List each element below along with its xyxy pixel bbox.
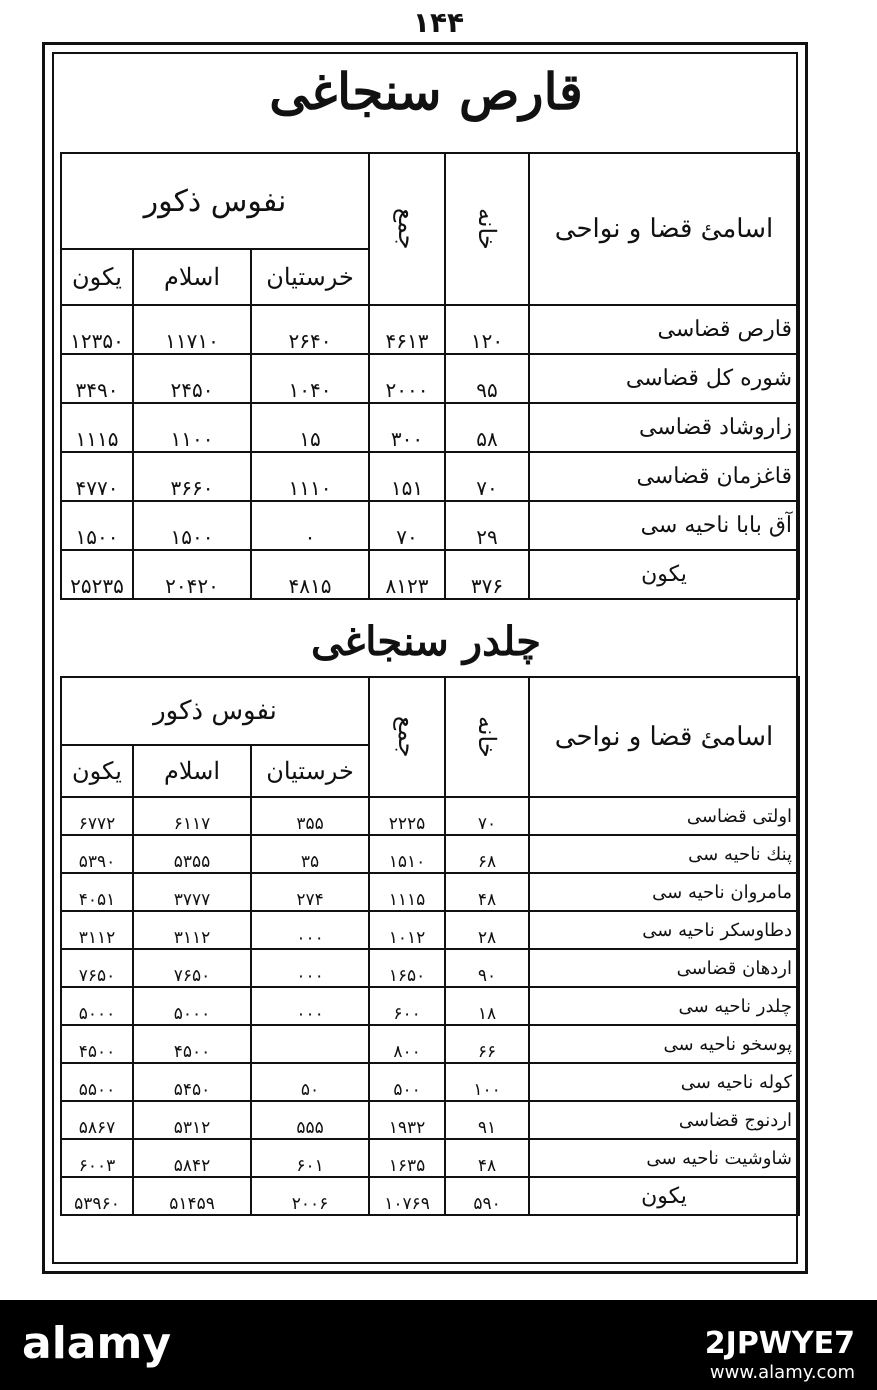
watermark-bar — [0, 1300, 877, 1390]
sum-count: ۱۱۱۵ — [369, 873, 445, 911]
household-count: ۵۸ — [445, 403, 529, 452]
islam-count: ۵۰۰۰ — [133, 987, 251, 1025]
table-row — [61, 1025, 799, 1063]
male-population-header: نفوس ذكور — [61, 153, 369, 249]
sum-count: ۲۰۰۰ — [369, 354, 445, 403]
sum-column-header: جمع — [369, 677, 445, 797]
district-name: آق بابا ناحیه سی — [529, 501, 799, 550]
household-count: ۱۰۰ — [445, 1063, 529, 1101]
total-count: ۵۳۹۰ — [61, 835, 133, 873]
sum-column-header: جمع — [369, 153, 445, 305]
total-count: ۷۶۵۰ — [61, 949, 133, 987]
district-name: قاغزمان قضاسی — [529, 452, 799, 501]
sum-total: ۸۱۲۳ — [369, 550, 445, 599]
household-count: ۶۸ — [445, 835, 529, 873]
christian-count: ۰۰۰ — [251, 949, 369, 987]
sum-count: ۵۰۰ — [369, 1063, 445, 1101]
table-row — [61, 1139, 799, 1177]
table-row — [61, 835, 799, 873]
sum-count: ۴۶۱۳ — [369, 305, 445, 354]
district-name: مامروان ناحیه سی — [529, 873, 799, 911]
district-name: اولتی قضاسی — [529, 797, 799, 835]
district-name: پنك ناحیه سی — [529, 835, 799, 873]
district-name: اردهان قضاسی — [529, 949, 799, 987]
christian-count: ۰۰۰ — [251, 911, 369, 949]
islam-count: ۴۵۰۰ — [133, 1025, 251, 1063]
islam-count: ۵۴۵۰ — [133, 1063, 251, 1101]
household-count: ۲۸ — [445, 911, 529, 949]
table-row — [61, 873, 799, 911]
islam-subheader: اسلام — [133, 745, 251, 797]
total-count: ۳۴۹۰ — [61, 354, 133, 403]
christian-count — [251, 1025, 369, 1063]
total-subheader: یكون — [61, 745, 133, 797]
islam-count: ۵۸۴۲ — [133, 1139, 251, 1177]
total-count: ۴۰۵۱ — [61, 873, 133, 911]
sum-count: ۷۰ — [369, 501, 445, 550]
sum-count: ۸۰۰ — [369, 1025, 445, 1063]
household-total: ۵۹۰ — [445, 1177, 529, 1215]
total-count: ۴۵۰۰ — [61, 1025, 133, 1063]
sum-count: ۲۲۲۵ — [369, 797, 445, 835]
islam-count: ۳۷۷۷ — [133, 873, 251, 911]
christian-total: ۴۸۱۵ — [251, 550, 369, 599]
islam-subheader: اسلام — [133, 249, 251, 305]
district-name: زاروشاد قضاسی — [529, 403, 799, 452]
name-column-header: اسامئ قضا و نواحی — [529, 677, 799, 797]
table-row — [61, 354, 799, 403]
total-count: ۶۷۷۲ — [61, 797, 133, 835]
household-count: ۶۶ — [445, 1025, 529, 1063]
sum-count: ۱۹۳۲ — [369, 1101, 445, 1139]
household-count: ۹۰ — [445, 949, 529, 987]
totals-label: یكون — [529, 550, 799, 599]
total-count: ۵۸۶۷ — [61, 1101, 133, 1139]
household-count: ۹۱ — [445, 1101, 529, 1139]
district-name: شوره كل قضاسی — [529, 354, 799, 403]
household-count: ۱۲۰ — [445, 305, 529, 354]
islam-count: ۶۱۱۷ — [133, 797, 251, 835]
watermark-brand: alamy — [22, 1318, 171, 1369]
watermark-image-id: 2JPWYE7 — [704, 1326, 855, 1361]
sum-count: ۳۰۰ — [369, 403, 445, 452]
total-count: ۱۱۱۵ — [61, 403, 133, 452]
christian-count: ۰۰۰ — [251, 987, 369, 1025]
sum-count: ۱۶۳۵ — [369, 1139, 445, 1177]
district-name: دطاوسكر ناحیه سی — [529, 911, 799, 949]
islam-total: ۵۱۴۵۹ — [133, 1177, 251, 1215]
table-row — [61, 1063, 799, 1101]
household-count: ۷۰ — [445, 797, 529, 835]
total-count: ۴۷۷۰ — [61, 452, 133, 501]
table-row — [61, 797, 799, 835]
table-row — [61, 452, 799, 501]
islam-count: ۱۵۰۰ — [133, 501, 251, 550]
household-column-header: خانه — [445, 677, 529, 797]
islam-count: ۲۴۵۰ — [133, 354, 251, 403]
christian-count: ۲۶۴۰ — [251, 305, 369, 354]
christian-subheader: خرستیان — [251, 249, 369, 305]
islam-total: ۲۰۴۲۰ — [133, 550, 251, 599]
sum-total: ۱۰۷۶۹ — [369, 1177, 445, 1215]
sum-count: ۱۵۱۰ — [369, 835, 445, 873]
christian-count: ۱۵ — [251, 403, 369, 452]
christian-count: ۱۰۴۰ — [251, 354, 369, 403]
christian-subheader: خرستیان — [251, 745, 369, 797]
christian-count: ۲۷۴ — [251, 873, 369, 911]
section2-title: چلدر سنجاغی — [310, 618, 542, 665]
household-count: ۱۸ — [445, 987, 529, 1025]
district-name: كوله ناحیه سی — [529, 1063, 799, 1101]
district-name: چلدر ناحیه سی — [529, 987, 799, 1025]
household-total: ۳۷۶ — [445, 550, 529, 599]
christian-count: ۱۱۱۰ — [251, 452, 369, 501]
total-count: ۱۵۰۰ — [61, 501, 133, 550]
total-subheader: یكون — [61, 249, 133, 305]
household-count: ۲۹ — [445, 501, 529, 550]
islam-count: ۷۶۵۰ — [133, 949, 251, 987]
total-count: ۶۰۰۳ — [61, 1139, 133, 1177]
islam-count: ۳۱۱۲ — [133, 911, 251, 949]
household-column-header: خانه — [445, 153, 529, 305]
totals-row — [61, 1177, 799, 1215]
household-count: ۹۵ — [445, 354, 529, 403]
christian-count: ۵۵۵ — [251, 1101, 369, 1139]
sum-count: ۱۶۵۰ — [369, 949, 445, 987]
table-row — [61, 1101, 799, 1139]
section2-table — [60, 676, 800, 1216]
totals-row — [61, 550, 799, 599]
christian-count: ۳۵ — [251, 835, 369, 873]
page-number: ۱۴۴ — [412, 6, 465, 39]
table-row — [61, 501, 799, 550]
male-population-header: نفوس ذكور — [61, 677, 369, 745]
household-count: ۷۰ — [445, 452, 529, 501]
islam-count: ۱۱۰۰ — [133, 403, 251, 452]
totals-label: یكون — [529, 1177, 799, 1215]
islam-count: ۵۳۵۵ — [133, 835, 251, 873]
household-count: ۴۸ — [445, 873, 529, 911]
total-count: ۵۰۰۰ — [61, 987, 133, 1025]
islam-count: ۵۳۱۲ — [133, 1101, 251, 1139]
total-count: ۳۱۱۲ — [61, 911, 133, 949]
islam-count: ۳۶۶۰ — [133, 452, 251, 501]
table-row — [61, 987, 799, 1025]
household-count: ۴۸ — [445, 1139, 529, 1177]
sum-count: ۱۵۱ — [369, 452, 445, 501]
district-name: قارص قضاسی — [529, 305, 799, 354]
total-count: ۱۲۳۵۰ — [61, 305, 133, 354]
name-column-header: اسامئ قضا و نواحی — [529, 153, 799, 305]
sum-count: ۱۰۱۲ — [369, 911, 445, 949]
table-row — [61, 403, 799, 452]
district-name: اردنوج قضاسی — [529, 1101, 799, 1139]
christian-count: ۵۰ — [251, 1063, 369, 1101]
christian-count: ۶۰۱ — [251, 1139, 369, 1177]
table-row — [61, 949, 799, 987]
district-name: شاوشیت ناحیه سی — [529, 1139, 799, 1177]
section1-table — [60, 152, 800, 600]
sum-count: ۶۰۰ — [369, 987, 445, 1025]
christian-count: ۳۵۵ — [251, 797, 369, 835]
section1-title: قارص سنجاغی — [269, 62, 583, 121]
grand-total: ۵۳۹۶۰ — [61, 1177, 133, 1215]
islam-count: ۱۱۷۱۰ — [133, 305, 251, 354]
grand-total: ۲۵۲۳۵ — [61, 550, 133, 599]
christian-total: ۲۰۰۶ — [251, 1177, 369, 1215]
table-row — [61, 305, 799, 354]
watermark-url: www.alamy.com — [709, 1362, 855, 1383]
total-count: ۵۵۰۰ — [61, 1063, 133, 1101]
district-name: پوسخو ناحیه سی — [529, 1025, 799, 1063]
christian-count: ۰ — [251, 501, 369, 550]
table-row — [61, 911, 799, 949]
